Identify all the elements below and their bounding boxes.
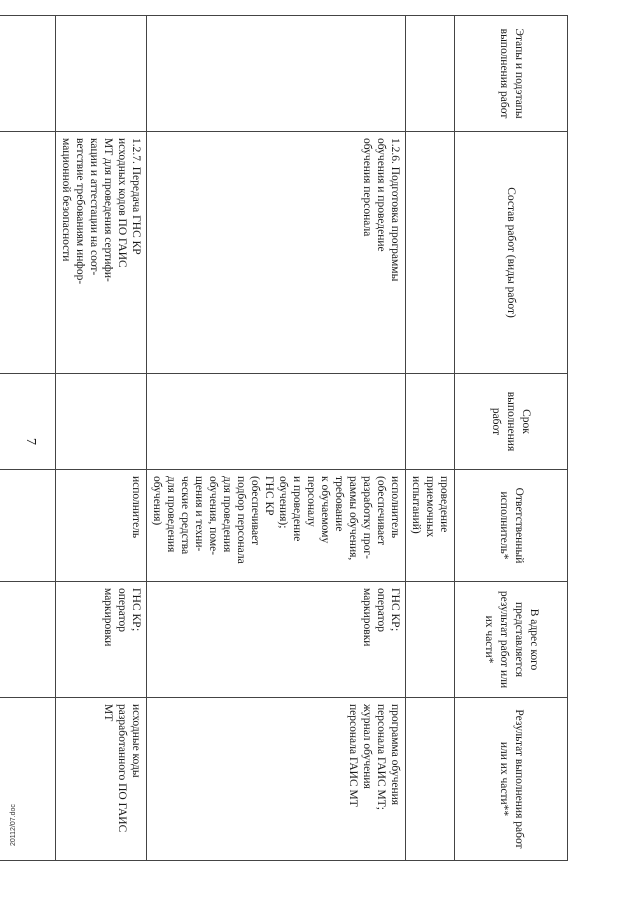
carryover-responsible-text: проведение приемочных испытаний) bbox=[410, 476, 450, 538]
header-responsible: Ответственный исполнитель* bbox=[455, 470, 568, 582]
table-row bbox=[147, 16, 406, 861]
row-result: исходные коды разработанного ПО ГАИС МТ bbox=[102, 704, 142, 833]
header-term: Срок выполнения работ bbox=[455, 374, 568, 470]
page-number: 7 bbox=[23, 438, 38, 445]
document-code: 20112/07.doc bbox=[10, 804, 17, 846]
row-term bbox=[56, 374, 147, 470]
rotated-table-container bbox=[30, 15, 568, 860]
row-term bbox=[147, 374, 406, 470]
header-result: Результат выполнения работ или их части** bbox=[455, 698, 568, 861]
work-schedule-table bbox=[0, 15, 568, 861]
row-responsible: исполнитель bbox=[130, 476, 142, 539]
row-responsible: исполнитель (обеспечивает разработку прог- раммы обучения, требование к обучаемому персоналу и проведение обучения); ГНС КР (обеспечивает подбор персонала для проведения обучения, поме- щения и техни- ческие средства для проведения обучения) bbox=[151, 476, 401, 564]
row-works: 1.2.7. Передача ГНС КР исходных кодов ПО ГАИС МТ для проведения сертифи- кации и аттестации на соот- ветствие требованиям инфор- мационной безопасности bbox=[60, 138, 142, 285]
row-stage bbox=[56, 16, 147, 132]
header-works: Состав работ (виды работ) bbox=[455, 132, 568, 374]
header-stages: Этапы и подэтапы выполнения работ bbox=[455, 16, 568, 132]
row-result: программа обучения персонала ГАИС МТ; журнал обучения персонала ГАИС МТ bbox=[347, 704, 401, 810]
row-recipient: ГНС КР; оператор маркировки bbox=[361, 588, 401, 647]
header-recipient: В адрес кого представляется результат работ или их части* bbox=[455, 582, 568, 698]
row-stage bbox=[147, 16, 406, 132]
table-row-empty bbox=[0, 16, 56, 861]
table-header-row bbox=[455, 16, 568, 861]
row-works: 1.2.6. Подготовка программы обучения и проведение обучения персонала bbox=[361, 138, 401, 282]
table-row bbox=[406, 16, 455, 861]
table-row bbox=[56, 16, 147, 861]
row-recipient: ГНС КР; оператор маркировки bbox=[102, 588, 142, 647]
